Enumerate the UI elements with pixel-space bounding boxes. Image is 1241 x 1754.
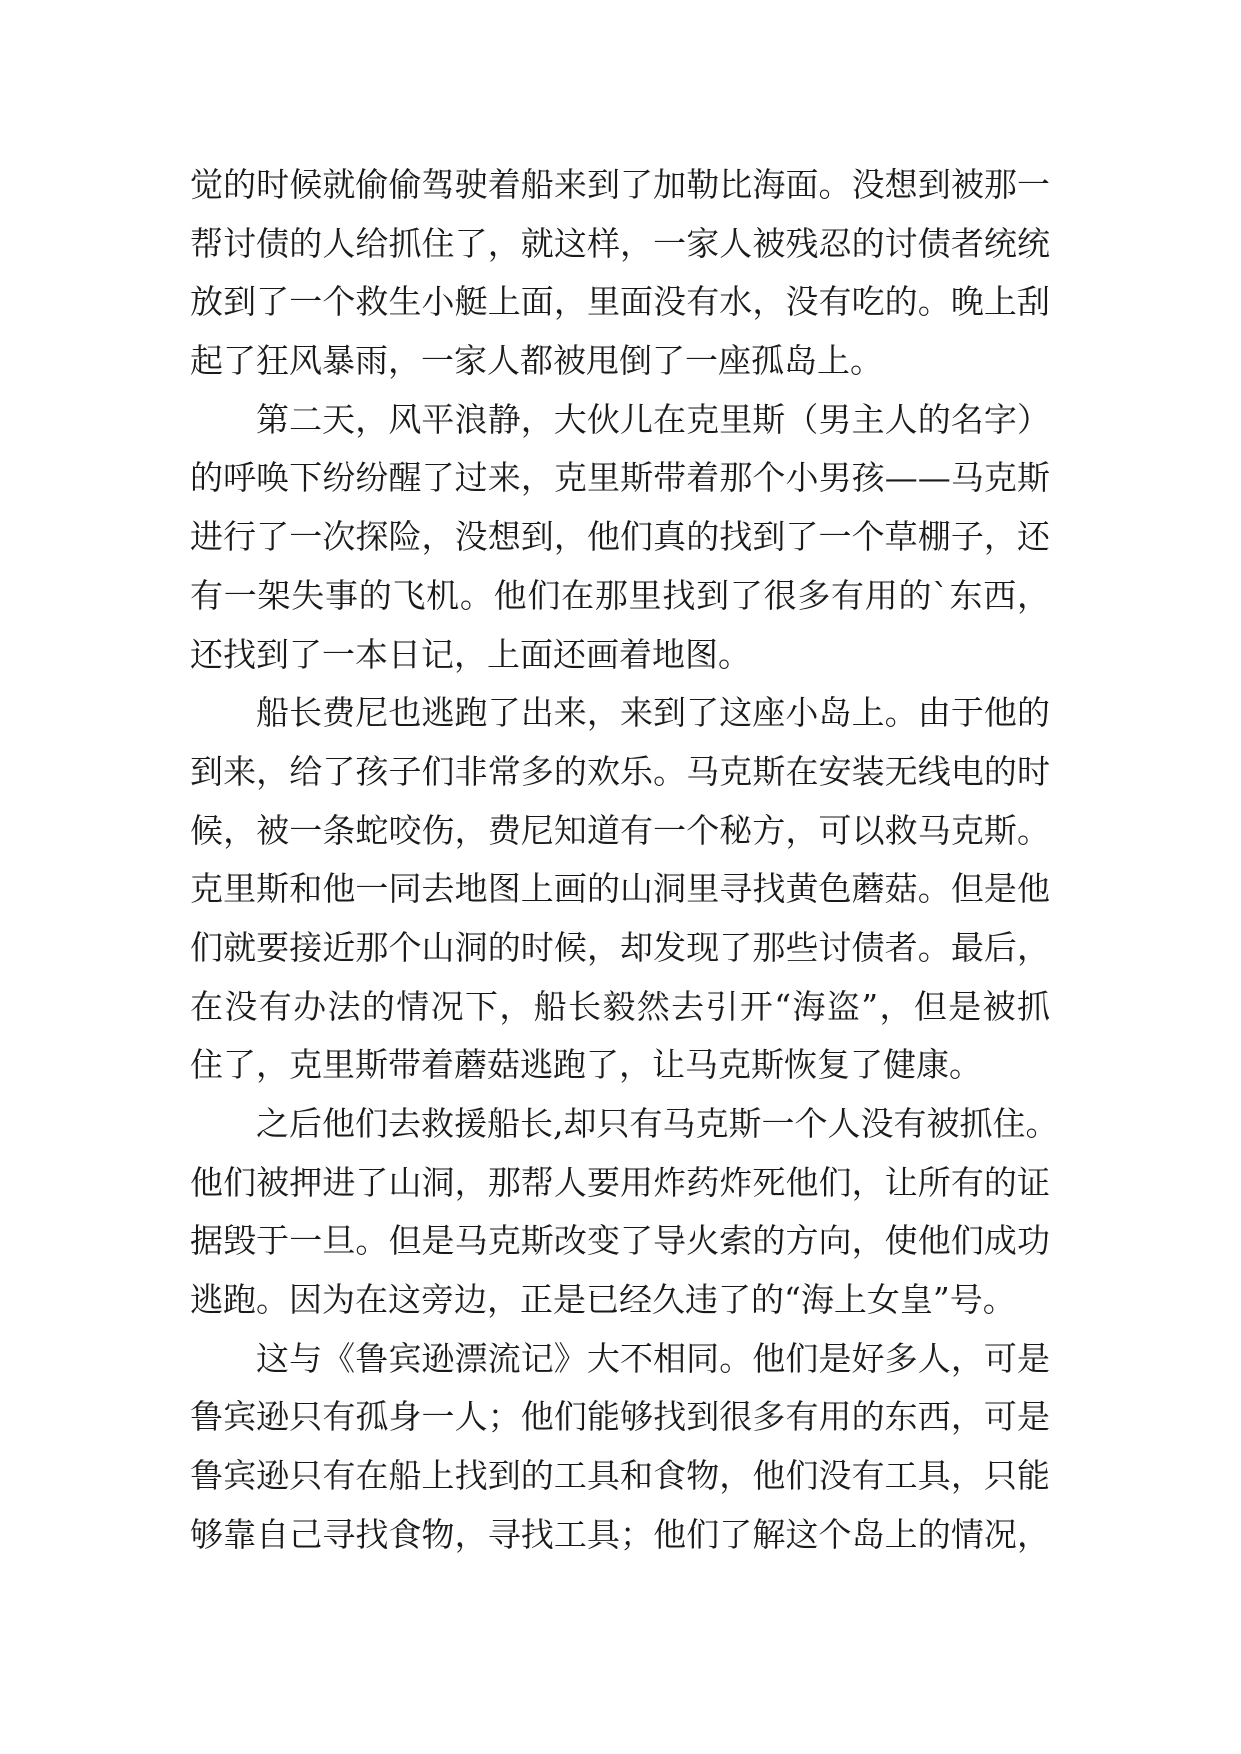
text-line: 起了狂风暴雨，一家人都被甩倒了一座孤岛上。	[190, 341, 883, 381]
text-line: 候，被一条蛇咬伤，费尼知道有一个秘方，可以救马克斯。	[190, 810, 1050, 850]
text-line: 觉的时候就偷偷驾驶着船来到了加勒比海面。没想到被那一	[190, 165, 1050, 204]
text-line: 有一架失事的飞机。他们在那里找到了很多有用的`东西，	[190, 575, 1050, 615]
text-line: 还找到了一本日记，上面还画着地图。	[190, 634, 751, 674]
text-line: 这与《鲁宾逊漂流记》大不相同。他们是好多人，可是	[256, 1338, 1050, 1378]
text-line: 在没有办法的情况下，船长毅然去引开“海盗”，但是被抓	[190, 986, 1050, 1026]
paragraph-4	[190, 1095, 1059, 1330]
text-line: 帮讨债的人给抓住了，就这样，一家人被残忍的讨债者统统	[190, 223, 1050, 263]
text-line: 住了，克里斯带着蘑菇逃跑了，让马克斯恢复了健康。	[190, 1045, 982, 1085]
text-line: 逃跑。因为在这旁边，正是已经久违了的“海上女皇”号。	[190, 1280, 1016, 1320]
paragraph-1	[190, 156, 1050, 391]
text-line: 够靠自己寻找食物，寻找工具；他们了解这个岛上的情况，	[190, 1514, 1050, 1554]
text-line: 他们被押进了山洞，那帮人要用炸药炸死他们，让所有的证	[190, 1162, 1050, 1202]
text-line: 的呼唤下纷纷醒了过来，克里斯带着那个小男孩——马克斯	[190, 458, 1050, 498]
paragraph-5	[190, 1330, 1050, 1565]
text-line: 船长费尼也逃跑了出来，来到了这座小岛上。由于他的	[256, 693, 1050, 733]
text-line: 到来，给了孩子们非常多的欢乐。马克斯在安装无线电的时	[190, 751, 1050, 791]
body-text	[190, 156, 1059, 1565]
paragraph-3	[190, 684, 1050, 1095]
text-line: 鲁宾逊只有在船上找到的工具和食物，他们没有工具，只能	[190, 1456, 1050, 1496]
text-line: 据毁于一旦。但是马克斯改变了导火索的方向，使他们成功	[190, 1221, 1050, 1261]
text-line: 鲁宾逊只有孤身一人；他们能够找到很多有用的东西，可是	[190, 1397, 1050, 1437]
paragraph-2	[190, 391, 1050, 684]
text-line: 们就要接近那个山洞的时候，却发现了那些讨债者。最后，	[190, 927, 1050, 967]
text-line: 放到了一个救生小艇上面，里面没有水，没有吃的。晚上刮	[190, 282, 1050, 322]
text-line: 克里斯和他一同去地图上画的山洞里寻找黄色蘑菇。但是他	[190, 869, 1050, 909]
text-line: 第二天，风平浪静，大伙儿在克里斯（男主人的名字）	[256, 399, 1050, 439]
text-line: 进行了一次探险，没想到，他们真的找到了一个草棚子，还	[190, 517, 1050, 557]
text-line: 之后他们去救援船长,却只有马克斯一个人没有被抓住。	[256, 1104, 1059, 1143]
